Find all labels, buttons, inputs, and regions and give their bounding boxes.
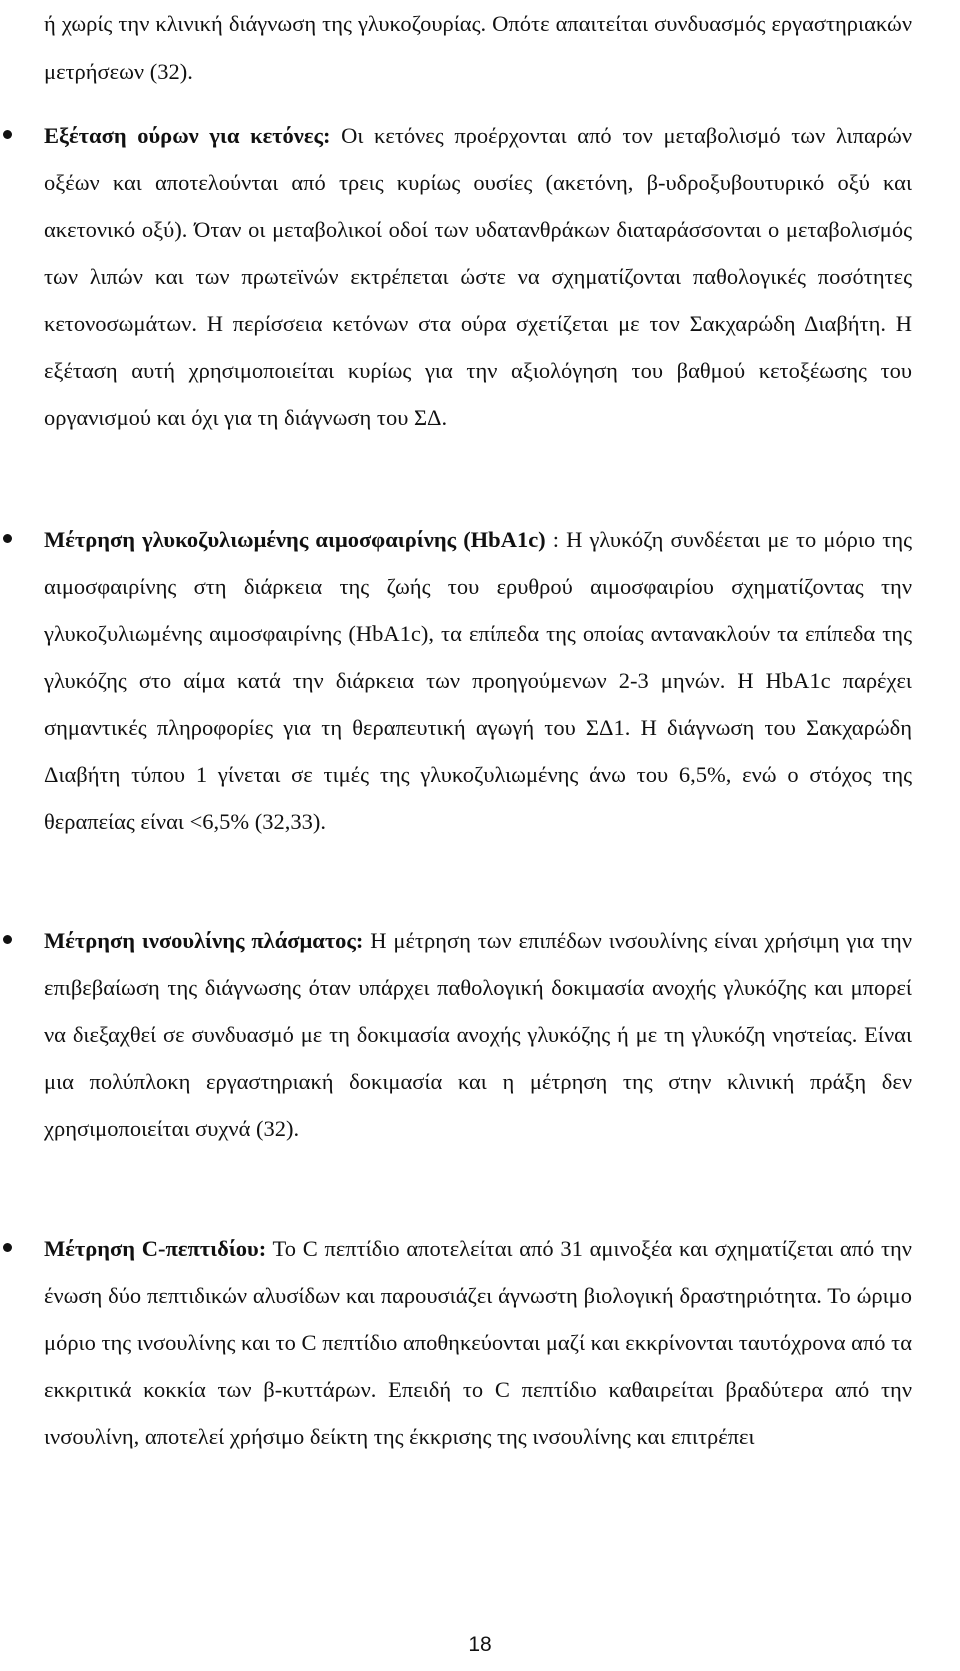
bullet-icon <box>3 1243 12 1252</box>
intro-paragraph: ή χωρίς την κλινική διάγνωση της γλυκοζουρίας. Οπότε απαιτείται συνδυασμός εργαστηριακών μετρήσεων (32). <box>44 11 912 84</box>
bullet-icon <box>3 130 12 139</box>
item-text: Η μέτρηση των επιπέδων ινσουλίνης είναι χρήσιμη για την επιβεβαίωση της διάγνωσης όταν υπάρχει παθολογική δοκιμασία ανοχής γλυκόζης και μπορεί να διεξαχθεί σε συνδυασμό με τη δοκιμασία ανοχής γλυκόζης ή με τη γλυκόζη νηστείας. Είναι μια πολύπλοκη εργαστηριακή δοκιμασία και η μέτρηση της στην κλινική πράξη δεν χρησιμοποιείται συχνά (32). <box>44 928 912 1141</box>
item-term: Μέτρηση ινσουλίνης πλάσματος: <box>44 928 364 953</box>
list-item-insulin <box>44 917 912 1152</box>
list-item-hba1c <box>44 516 912 845</box>
item-text: Το C πεπτίδιο αποτελείται από 31 αμινοξέα και σχηματίζεται από την ένωση δύο πεπτιδικών αλυσίδων και παρουσιάζει άγνωστη βιολογική δραστηριότητα. Το ώριμο μόριο της ινσουλίνης και το C πεπτίδιο αποθηκεύονται μαζί και εκκρίνονται ταυτόχρονα από τα εκκριτικά κοκκία των β-κυττάρων. Επειδή το C πεπτίδιο καθαιρείται βραδύτερα από την ινσουλίνη, αποτελεί χρήσιμο δείκτη της έκκρισης της ινσουλίνης και επιτρέπει <box>44 1236 912 1449</box>
item-term: Μέτρηση C-πεπτιδίου: <box>44 1236 267 1261</box>
item-term: Μέτρηση γλυκοζυλιωμένης αιμοσφαιρίνης (HbA1c) <box>44 527 546 552</box>
list-item-ketones <box>44 112 912 441</box>
bullet-icon <box>3 935 12 944</box>
bullet-icon <box>3 534 12 543</box>
page-number: 18 <box>468 1633 492 1656</box>
list-item-c-peptide <box>44 1225 912 1460</box>
item-text: Οι κετόνες προέρχονται από τον μεταβολισμό των λιπαρών οξέων και αποτελούνται από τρεις κυρίως ουσίες (ακετόνη, β-υδροξυβουτυρικό οξύ και ακετονικό οξύ). Όταν οι μεταβολικοί οδοί των υδατανθράκων διαταράσσονται ο μεταβολισμός των λιπών και των πρωτεϊνών εκτρέπεται ώστε να σχηματίζονται παθολογικές ποσότητες κετονοσωμάτων. Η περίσσεια κετόνων στα ούρα σχετίζεται με τον Σακχαρώδη Διαβήτη. Η εξέταση αυτή χρησιμοποιείται κυρίως για την αξιολόγηση του βαθμού κετοξέωσης του οργανισμού και όχι για τη διάγνωση του ΣΔ. <box>44 123 912 430</box>
item-text: : Η γλυκόζη συνδέεται με το μόριο της αιμοσφαιρίνης στη διάρκεια της ζωής του ερυθρού αιμοσφαιρίου σχηματίζοντας την γλυκοζυλιωμένης αιμοσφαιρίνης (HbA1c), τα επίπεδα της οποίας αντανακλούν τα επίπεδα της γλυκόζης στο αίμα κατά την διάρκεια των προηγούμενων 2-3 μηνών. Η HbA1c παρέχει σημαντικές πληροφορίες για τη θεραπευτική αγωγή του ΣΔ1. Η διάγνωση του Σακχαρώδη Διαβήτη τύπου 1 γίνεται σε τιμές της γλυκοζυλιωμένης άνω του 6,5%, ενώ ο στόχος της θεραπείας είναι <6,5% (32,33). <box>44 527 912 834</box>
item-term: Εξέταση ούρων για κετόνες: <box>44 123 331 148</box>
